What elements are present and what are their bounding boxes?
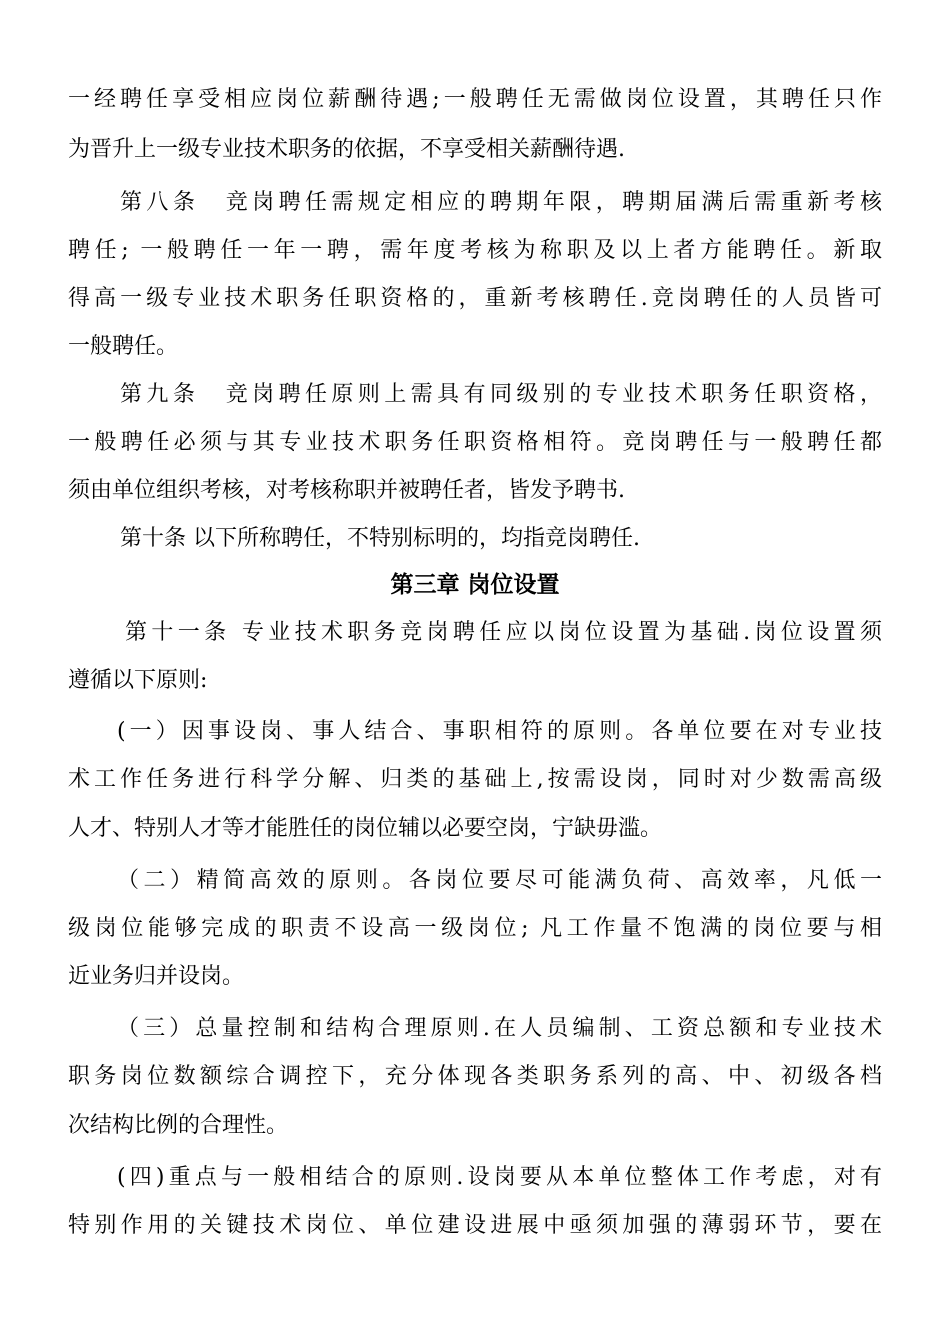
body-line: 级岗位能够完成的职责不设高一级岗位; 凡工作量不饱满的岗位要与相	[68, 916, 882, 941]
article-10-line: 第十条 以下所称聘任，不特别标明的，均指竞岗聘任.	[120, 526, 640, 551]
body-line: 一经聘任享受相应岗位薪酬待遇;一般聘任无需做岗位设置，其聘任只作	[68, 87, 882, 112]
body-line: 职务岗位数额综合调控下，充分体现各类职务系列的高、中、初级各档	[68, 1064, 882, 1089]
body-line: 人才、特别人才等才能胜任的岗位辅以必要空岗，宁缺毋滥。	[68, 816, 663, 841]
body-line: 为晋升上一级专业技术职务的依据，不享受相关薪酬待遇.	[68, 137, 625, 162]
principle-1-line: (一）因事设岗、事人结合、事职相符的原则。各单位要在对专业技	[117, 719, 882, 744]
body-line: 一般聘任必须与其专业技术职务任职资格相符。竞岗聘任与一般聘任都	[68, 430, 882, 455]
body-line: 近业务归并设岗。	[68, 964, 245, 989]
principle-3-line: （三）总量控制和结构合理原则.在人员编制、工资总额和专业技术	[117, 1016, 882, 1041]
principle-2-line: （二）精简高效的原则。各岗位要尽可能满负荷、高效率，凡低一	[117, 868, 882, 893]
body-line: 得高一级专业技术职务任职资格的，重新考核聘任.竞岗聘任的人员皆可	[68, 286, 882, 311]
body-line: 术工作任务进行科学分解、归类的基础上,按需设岗，同时对少数需高级	[68, 767, 882, 792]
principle-4-line: (四)重点与一般相结合的原则.设岗要从本单位整体工作考虑，对有	[117, 1165, 882, 1190]
chapter-heading: 第三章 岗位设置	[390, 571, 560, 598]
article-9-line: 第九条 竞岗聘任原则上需具有同级别的专业技术职务任职资格，	[120, 382, 882, 407]
body-line: 遵循以下原则:	[68, 668, 208, 693]
body-line: 次结构比例的合理性。	[68, 1113, 289, 1138]
article-8-line: 第八条 竞岗聘任需规定相应的聘期年限，聘期届满后需重新考核	[120, 190, 882, 215]
body-line: 一般聘任。	[68, 334, 179, 359]
body-line: 须由单位组织考核，对考核称职并被聘任者，皆发予聘书.	[68, 478, 625, 503]
body-line: 特别作用的关键技术岗位、单位建设进展中亟须加强的薄弱环节，要在	[68, 1213, 882, 1238]
body-line: 聘任; 一般聘任一年一聘，需年度考核为称职及以上者方能聘任。新取	[68, 238, 882, 263]
article-11-line: 第十一条 专业技术职务竞岗聘任应以岗位设置为基础.岗位设置须	[125, 620, 882, 645]
